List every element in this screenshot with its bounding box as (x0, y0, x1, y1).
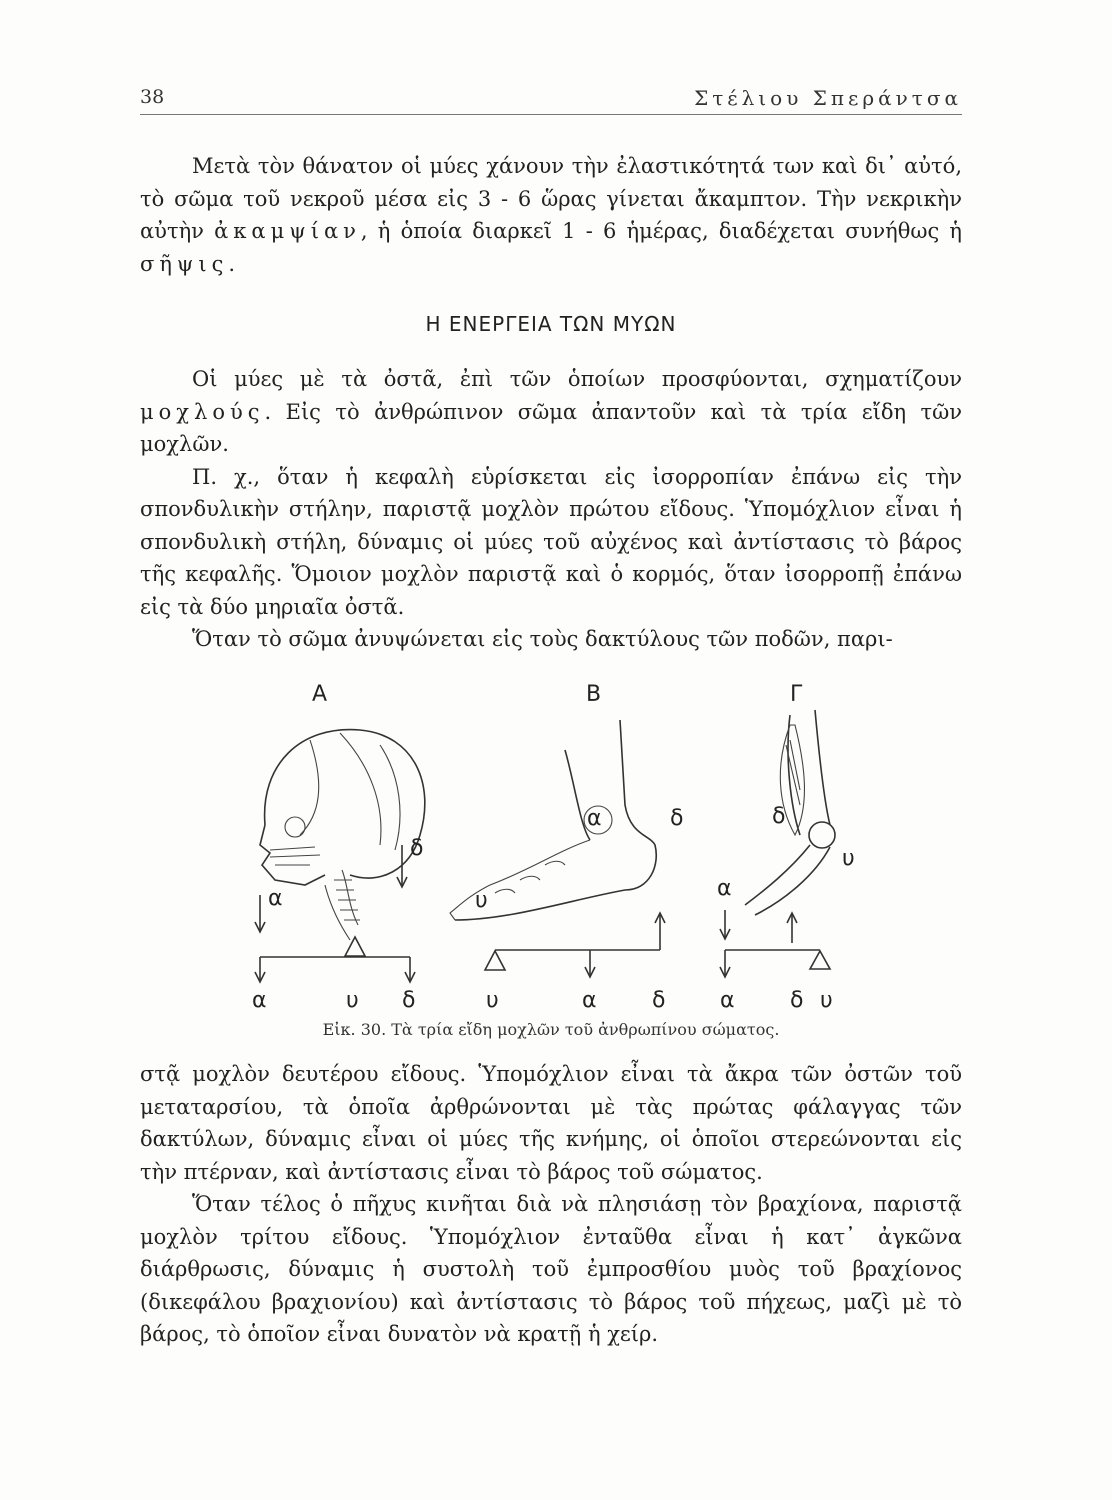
lever-a-label-1: α (252, 988, 267, 1013)
lever-a (255, 937, 415, 982)
paragraph-6: Ὅταν τέλος ὁ πῆχυς κινῆται διὰ νὰ πλησιάσῃ τὸν βραχίονα, παριστᾷ μοχλὸν τρίτου εἴδους. Ὑπομόχλιον ἐνταῦθα εἶναι ἡ κατ᾽ ἀγκῶνα διάρθρωσις, δύναμις ἡ συστολὴ τοῦ ἐμπροσθίου μυὸς τοῦ βραχίονος (δικεφάλου βραχιονίου) καὶ ἀντίστασις τὸ βάρος τοῦ πήχεως, μαζὶ μὲ τὸ βάρος, τὸ ὁποῖον εἶναι δυνατὸν νὰ κρατῇ ἡ χείρ. (140, 1192, 962, 1346)
page-number: 38 (140, 86, 165, 108)
lever-a-label-3: δ (402, 988, 416, 1013)
drawing-a-label-alpha: α (268, 886, 283, 911)
panel-label-c: Γ (790, 682, 803, 707)
lever-diagrams (230, 675, 880, 1020)
drawing-a-label-delta: δ (410, 836, 424, 861)
lever-a-label-2: υ (346, 988, 359, 1013)
lever-c-label-2: δ (790, 988, 804, 1013)
figure-caption: Εἰκ. 30. Τὰ τρία εἴδη μοχλῶν τοῦ ἀνθρωπίνου σώματος. (322, 1020, 780, 1039)
lever-b-label-2: α (582, 988, 597, 1013)
lever-figure (230, 675, 880, 1020)
lever-b (485, 937, 660, 977)
arm-drawing (745, 710, 835, 915)
section-title: Η ΕΝΕΡΓΕΙΑ ΤΩΝ ΜΥΩΝ (425, 312, 677, 336)
drawing-b-label-delta: δ (670, 806, 684, 831)
paragraph-3: Π. χ., ὅταν ἡ κεφαλὴ εὑρίσκεται εἰς ἰσορροπίαν ἐπάνω εἰς τὴν σπονδυλικὴν στήλην, παριστᾷ μοχλὸν πρώτου εἴδους. Ὑπομόχλιον εἶναι ἡ σπονδυλικὴ στήλη, δύναμις οἱ μύες τοῦ αὐχένος καὶ ἀντίστασις τὸ βάρος τῆς κεφαλῆς. Ὅμοιον μοχλὸν παριστᾷ καὶ ὁ κορμός, ὅταν ἰσορροπῇ ἐπάνω εἰς τὰ δύο μηριαῖα ὀστᾶ. (140, 464, 962, 619)
drawing-c-label-delta: δ (772, 804, 786, 829)
term-akampsia: ἀκαμψίαν (214, 219, 361, 243)
lever-c (720, 950, 830, 977)
page-header (140, 86, 962, 115)
paragraph-4: Ὅταν τὸ σῶμα ἀνυψώνεται εἰς τοὺς δακτύλους τῶν ποδῶν, παρι- (192, 627, 893, 651)
paragraphs-2-4 (140, 363, 962, 656)
lever-c-label-1: α (720, 988, 735, 1013)
lever-b-label-3: δ (652, 988, 666, 1013)
skull-drawing (260, 730, 425, 940)
lever-c-label-3: υ (820, 988, 833, 1013)
lever-b-label-1: υ (486, 988, 499, 1013)
paragraphs-5-6 (140, 1058, 962, 1351)
term-sepsis: σῆψις (140, 251, 229, 276)
paragraph-2: Οἱ μύες μὲ τὰ ὀστᾶ, ἐπὶ τῶν ὁποίων προσφύονται, σχηματίζουν μοχλούς. Εἰς τὸ ἀνθρώπινον σῶμα ἀπαντοῦν καὶ τὰ τρία εἴδη τῶν μοχλῶν. (140, 367, 962, 456)
running-head: Στέλιου Σπεράντσα (694, 86, 962, 110)
drawing-b-label-alpha: α (587, 806, 602, 831)
drawing-c-label-upsilon: υ (842, 846, 855, 871)
paragraph-1: Μετὰ τὸν θάνατον οἱ μύες χάνουν τὴν ἐλαστικότητά των καὶ δι᾽ αὐτό, τὸ σῶμα τοῦ νεκροῦ μέσα εἰς 3 - 6 ὥρας γίνεται ἄκαμπτον. Τὴν νεκρικὴν αὐτὴν ἀκαμψίαν, ἡ ὁποία διαρκεῖ 1 - 6 ἡμέρας, διαδέχεται συνήθως ἡ σῆψις. (140, 154, 962, 276)
paragraph-5: στᾷ μοχλὸν δευτέρου εἴδους. Ὑπομόχλιον εἶναι τὰ ἄκρα τῶν ὀστῶν τοῦ μεταταρσίου, τὰ ὁποῖα ἀρθρώνονται μὲ τὰς πρώτας φάλαγγας τῶν δακτύλων, δύναμις εἶναι οἱ μύες τῆς κνήμης, οἱ ὁποῖοι στερεώνονται εἰς τὴν πτέρναν, καὶ ἀντίστασις εἶναι τὸ βάρος τοῦ σώματος. (140, 1062, 962, 1184)
term-mochlous: μοχλούς (140, 399, 265, 424)
drawing-b-label-upsilon: υ (475, 888, 488, 913)
panel-label-b: Β (586, 682, 602, 707)
drawing-c-label-alpha: α (717, 876, 732, 901)
panel-label-a: Α (312, 682, 328, 707)
